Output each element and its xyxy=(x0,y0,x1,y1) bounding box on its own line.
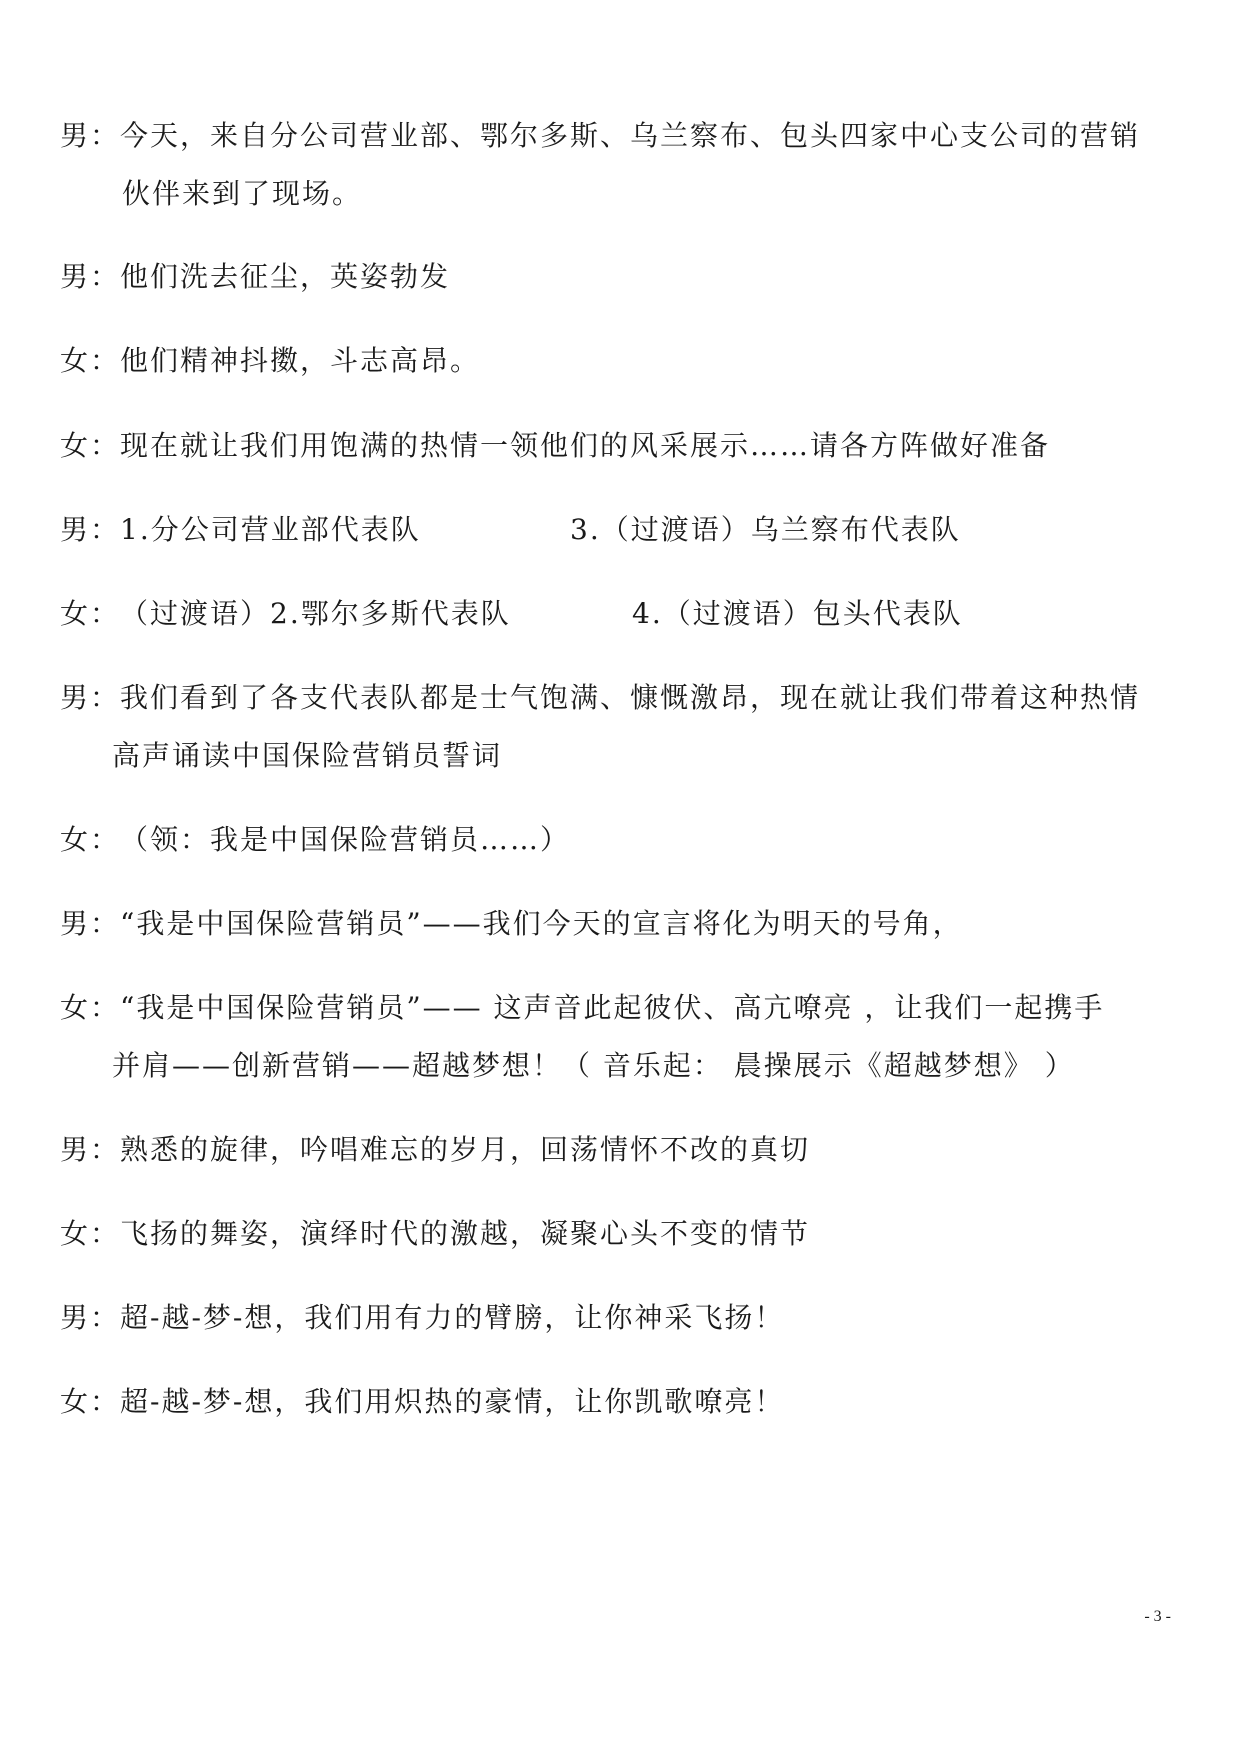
line-text: 超-越-梦-想，我们用有力的臂膀，让你神采飞扬！ xyxy=(120,1301,785,1334)
line-text: “我是中国保险营销员”—— 这声音此起彼伏、高亢嘹亮 ，让我们一起携手 xyxy=(120,991,1105,1024)
line-text: 超-越-梦-想，我们用炽热的豪情，让你凯歌嘹亮！ xyxy=(120,1385,785,1418)
line-continuation: 并肩——创新营销——超越梦想！（ 音乐起： 晨操展示《超越梦想》 ） xyxy=(112,1049,1075,1082)
speaker-label: 男： xyxy=(60,681,121,714)
speaker-label: 男： xyxy=(60,119,121,152)
line-text: 我们看到了各支代表队都是士气饱满、慷慨激昂，现在就让我们带着这种热情 xyxy=(120,681,1141,714)
script-line xyxy=(60,1216,810,1252)
line-continuation: 伙伴来到了现场。 xyxy=(122,177,363,210)
page-number: - 3 - xyxy=(1144,1608,1171,1625)
script-line xyxy=(60,1132,810,1168)
line-text: （领：我是中国保险营销员……） xyxy=(120,823,571,856)
script-line xyxy=(60,822,570,858)
line-text: 1.分公司营业部代表队 xyxy=(120,513,421,546)
speaker-label: 男： xyxy=(60,1133,121,1166)
line-text: （过渡语）2.鄂尔多斯代表队 xyxy=(120,597,511,630)
speaker-label: 男： xyxy=(60,1301,121,1334)
script-line xyxy=(60,1300,784,1336)
line-continuation: 高声诵读中国保险营销员誓词 xyxy=(112,739,503,772)
line-text: 现在就让我们用饱满的热情一领他们的风采展示……请各方阵做好准备 xyxy=(120,429,1051,462)
speaker-label: 女： xyxy=(60,991,121,1024)
line-text: 今天，来自分公司营业部、鄂尔多斯、乌兰察布、包头四家中心支公司的营销 xyxy=(120,119,1141,152)
speaker-label: 女： xyxy=(60,823,121,856)
script-line xyxy=(60,680,1140,716)
team-entry: 3.（过渡语）乌兰察布代表队 xyxy=(570,513,961,546)
script-line xyxy=(60,512,421,548)
script-line xyxy=(60,343,480,379)
speaker-label: 女： xyxy=(60,597,121,630)
script-line xyxy=(60,428,1050,464)
script-line xyxy=(60,118,1140,154)
team-entry: 4.（过渡语）包头代表队 xyxy=(632,597,963,630)
script-line xyxy=(60,259,450,295)
speaker-label: 女： xyxy=(60,1217,121,1250)
speaker-label: 男： xyxy=(60,907,121,940)
speaker-label: 女： xyxy=(60,344,121,377)
script-line xyxy=(60,990,1104,1026)
line-text: “我是中国保险营销员”——我们今天的宣言将化为明天的号角， xyxy=(120,907,963,940)
line-text: 他们精神抖擞，斗志高昂。 xyxy=(120,344,481,377)
line-text: 熟悉的旋律，吟唱难忘的岁月，回荡情怀不改的真切 xyxy=(120,1133,811,1166)
line-text: 飞扬的舞姿，演绎时代的激越，凝聚心头不变的情节 xyxy=(120,1217,811,1250)
script-line xyxy=(60,1384,784,1420)
speaker-label: 女： xyxy=(60,1385,121,1418)
speaker-label: 男： xyxy=(60,513,121,546)
speaker-label: 女： xyxy=(60,429,121,462)
script-line xyxy=(60,596,511,632)
line-text: 他们洗去征尘，英姿勃发 xyxy=(120,260,451,293)
speaker-label: 男： xyxy=(60,260,121,293)
script-line xyxy=(60,906,963,942)
